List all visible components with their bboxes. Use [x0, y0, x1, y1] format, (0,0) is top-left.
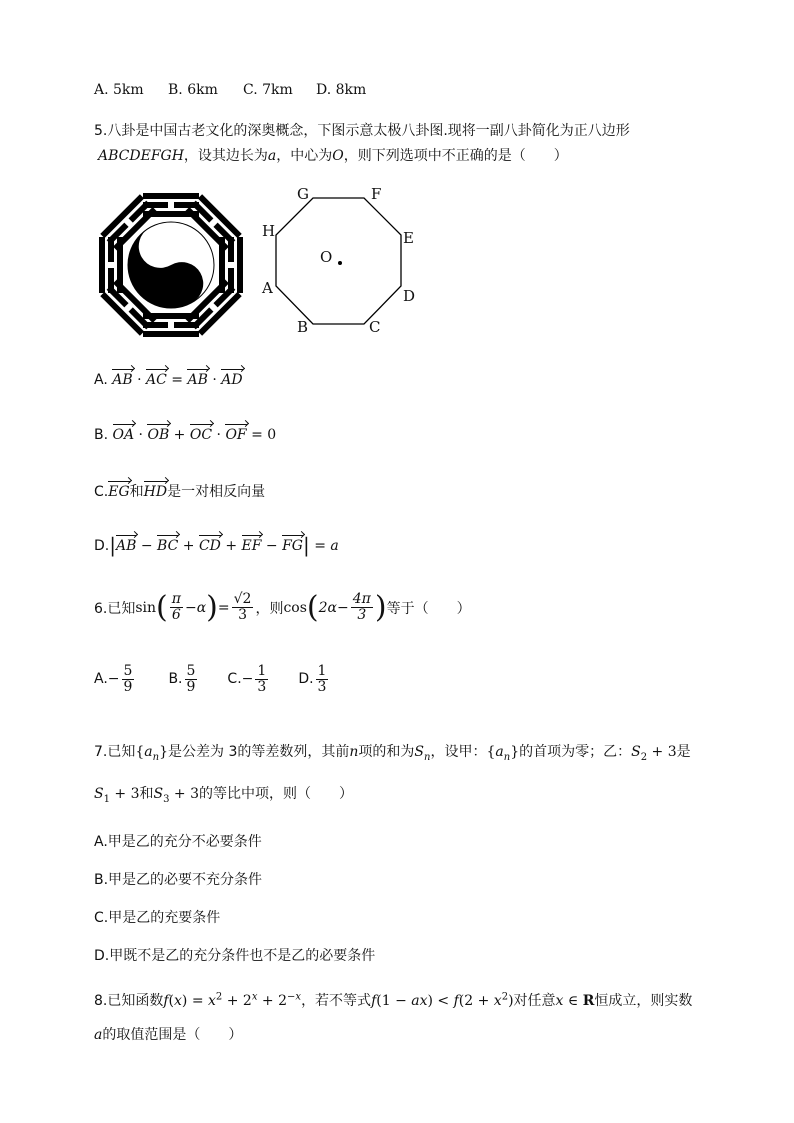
q7-text: 是	[676, 744, 691, 760]
vector: EF	[241, 538, 262, 554]
q6-text: ，则	[255, 600, 284, 617]
frac-num: π	[171, 591, 181, 608]
q5-text: 是一对相反向量	[167, 484, 266, 500]
q6-text: 等于（ ）	[386, 600, 471, 617]
q5-option-b: B. OA · OB + OC · OF = 0	[94, 427, 277, 443]
vector: AD	[221, 372, 243, 388]
option-label: D.	[94, 538, 110, 554]
subscript: n	[503, 751, 511, 763]
q7-stem-line2: $S_1 + 3$和$S_3 + 3$的等比中项，则（ ）	[94, 786, 354, 805]
q7-text: 项的和为	[358, 744, 415, 760]
q5-option-a: A. AB · AC = AB · AD	[94, 372, 243, 388]
frac-num: √2	[233, 591, 252, 608]
q6-text: 6.已知	[94, 600, 136, 617]
q4-option-d: D. 8km	[316, 82, 367, 98]
q6-options: A. − $\frac{5}{9}$ B. $\frac{5}{9}$ C. − $\frac{1}{3}$ D. $\frac{1}{3}$	[94, 663, 327, 695]
q8-text: 的取值范围是（ ）	[102, 1027, 243, 1043]
q8-text: 8.已知函数	[94, 993, 164, 1009]
vector: HD	[143, 484, 168, 500]
func-cos: cos	[283, 599, 307, 616]
octagon-label-h: H	[262, 222, 276, 240]
q8-stem-line1: 8.已知函数$f(x) = x^2 + 2^x + 2^{-x}$，若不等式$f(1 - ax) < f(2 + x^2)$对任意x ∈ R恒成立，则实数	[94, 991, 693, 1009]
q7-text: 是公差为 3的等差数列，其前	[168, 744, 350, 760]
q7-option-a: A.甲是乙的充分不必要条件	[94, 834, 262, 850]
option-label: B.	[168, 671, 183, 688]
octagon-label-e: E	[403, 229, 414, 247]
q5-var-o: O	[332, 148, 344, 164]
number: 0	[267, 427, 277, 443]
var-a: a	[94, 1027, 103, 1043]
q4-option-b: B. 6km	[168, 82, 218, 98]
var-n: n	[349, 744, 359, 760]
frac-num: 1	[257, 663, 267, 679]
vector: CD	[198, 538, 221, 554]
var-a: a	[330, 538, 339, 554]
q8-stem-line2	[94, 1024, 242, 1044]
frac-den: 3	[257, 678, 267, 695]
q8-text: 恒成立，则实数	[594, 993, 693, 1009]
vector: AC	[146, 372, 167, 388]
q5-text: ，则下列选项中不正确的是（ ）	[343, 148, 568, 164]
subscript: n	[152, 751, 160, 763]
frac-den: 9	[123, 678, 133, 695]
q5-stem-line2	[98, 145, 568, 165]
octagon-label-b: B	[297, 318, 309, 336]
frac-den: 3	[357, 607, 367, 623]
frac-den: 3	[317, 678, 327, 695]
option-label: A.	[94, 671, 108, 688]
q5-var-a: a	[267, 148, 277, 164]
q6-stem: 6.已知 sin ( $\frac{\pi}{6}$ − α ) = $\frac{√2}{3}$ ，则 cos ( 2α − $\frac{4\pi}{3}$ ) 等于（ ）	[94, 590, 471, 625]
q7-option-c: C.甲是乙的充要条件	[94, 910, 221, 926]
expr: 2α	[318, 599, 338, 616]
q5-option-c	[94, 481, 265, 501]
q7-option-d: D.甲既不是乙的充分条件也不是乙的必要条件	[94, 948, 376, 964]
vector: FG	[282, 538, 303, 554]
vector: AB	[112, 372, 133, 388]
subscript: n	[424, 751, 431, 763]
vector: BC	[157, 538, 179, 554]
q5-stem-line1: 5.八卦是中国古老文化的深奥概念，下图示意太极八卦图.现将一副八卦简化为正八边形	[94, 123, 630, 139]
frac-num: 1	[317, 663, 327, 679]
q7-option-b: B.甲是乙的必要不充分条件	[94, 872, 263, 888]
option-label: B.	[94, 427, 109, 443]
octagon-label-o: O	[320, 248, 333, 266]
var-alpha: α	[196, 599, 207, 616]
q4-option-a: A. 5km	[94, 82, 144, 98]
bagua-taiji-figure	[96, 190, 246, 340]
octagon-label-f: F	[371, 185, 382, 203]
q8-text: ，若不等式	[301, 993, 372, 1009]
vector: AB	[115, 538, 137, 554]
func-sin: sin	[135, 599, 157, 616]
q7-text: ，设甲：	[430, 744, 487, 760]
option-label: A.	[94, 372, 108, 388]
octagon-label-d: D	[403, 287, 416, 305]
q5-text: ，设其边长为	[183, 148, 268, 164]
frac-num: 4π	[352, 591, 371, 608]
frac-den: 6	[171, 607, 181, 623]
q5-polygon-name: ABCDEFGH	[98, 148, 184, 164]
frac-den: 9	[186, 678, 196, 695]
vector: EG	[108, 484, 130, 500]
vector: OC	[189, 427, 213, 443]
option-label: C.	[94, 484, 109, 500]
octagon-label-a: A	[262, 279, 273, 297]
vector: OB	[147, 427, 170, 443]
octagon-figure	[258, 182, 418, 340]
frac-num: 5	[186, 663, 196, 679]
frac-den: 3	[238, 607, 247, 623]
q7-text: 的首项为零；乙：	[519, 744, 632, 760]
q7-text: 和	[139, 786, 154, 802]
vector: OF	[225, 427, 247, 443]
option-label: D.	[298, 671, 314, 688]
q7-text: 7.已知	[94, 744, 136, 760]
q4-option-c: C. 7km	[243, 82, 293, 98]
q5-text: 和	[129, 484, 144, 500]
frac-num: 5	[123, 663, 133, 679]
vector: OA	[112, 427, 135, 443]
option-label: C.	[227, 671, 242, 688]
octagon-label-g: G	[297, 185, 309, 203]
octagon-label-c: C	[369, 318, 381, 336]
q5-text: ，中心为	[276, 148, 333, 164]
q5-option-d: D.|AB − BC + CD + EF − FG| = a	[94, 533, 339, 557]
q8-text: 对任意	[513, 993, 556, 1009]
vector: AB	[187, 372, 208, 388]
q7-stem-line1: 7.已知$\{a_n\}$是公差为 3的等差数列，其前n项的和为$S_n$，设甲：$\{a_n\}$的首项为零；乙：$S_2 + 3$是	[94, 744, 691, 763]
q7-text: 的等比中项，则（ ）	[199, 786, 354, 802]
